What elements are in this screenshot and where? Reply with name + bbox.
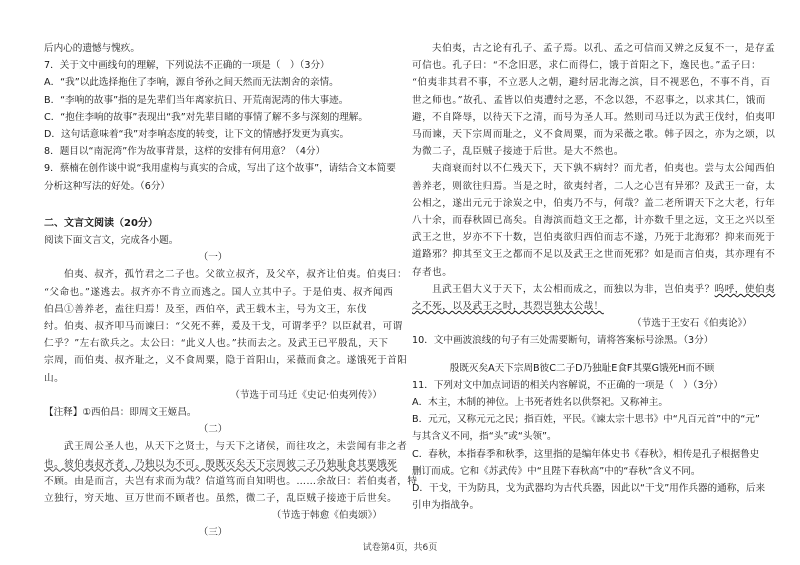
- passage-3-line: 八十余，而春秋固已高矣。自海滨而趋文王之都，计亦数千里之远，文王之兴以至: [412, 215, 776, 227]
- passage-1-line: 伯夷、叔齐，孤竹君之二子也。父欲立叔齐，及父卒，叔齐让伯夷。伯夷曰：: [64, 269, 408, 281]
- question-11-option-b: B．元元，又称元元之民；指百姓，平民。《谏太宗十思书》中“凡百元首”中的“元”: [412, 414, 760, 426]
- section-heading: 二、文言文阅读（20分）: [44, 217, 158, 229]
- question-7: 7．关于文中画线句的理解，下列说法不正确的一项是（ ）（3分）: [44, 60, 330, 72]
- passage-3-line: 夫伯夷，古之论有孔子、孟子焉。以孔、孟之可信而又辨之反复不一，是存孟: [432, 43, 776, 54]
- question-9-line-1: 9．蔡楠在创作谈中说“我用虚构与真实的合成，写出了这个故事”，请结合文本简要: [44, 163, 396, 175]
- question-10-answer-line: 殷既灭矣A天下宗周B彼C二子D乃独耻E食F其粟G饿死H而不顾: [449, 362, 715, 374]
- passage-2-line: 立独行，穷天地、亘万世而不顾者也。虽然，微二子，乱臣贼子接迹于后世矣。: [44, 493, 398, 505]
- passage-3-underlined-text: 呜呼，使伯夷: [714, 283, 776, 295]
- left-column: [44, 40, 418, 542]
- question-7-option-b: B．“李响的故事”指的是先辈们当年离家抗日、开荒南泥湾的伟大事迹。: [44, 94, 349, 106]
- passage-1-line: 山。: [44, 372, 65, 384]
- question-11-option-d: D．干戈，干为防具，戈为武器均为古代兵器，因此以“干戈”用作兵器的通称，后来: [412, 483, 766, 495]
- passage-1-line: 宗周，而伯夷、叔齐耻之，义不食周粟，隐于首阳山，采薇而食之。遂饿死于首阳: [44, 355, 408, 367]
- passage-3-source: （节选于王安石《伯夷论》）: [632, 318, 752, 330]
- passage-3-underlined-line: 之不死，以及武王之时，其烈岂独太公哉！: [412, 301, 604, 313]
- passage-3-line: “伯夷非其君不事，不立恶人之朝，避纣居北海之滨，目不视恶色，不事不肖，百: [412, 77, 771, 89]
- passage-3-line: 存者也。: [412, 266, 453, 278]
- reading-instructions: 阅读下面文言文，完成各小题。: [44, 235, 179, 247]
- question-11-option-d-cont: 引申为指战争。: [412, 500, 480, 512]
- passage-3-closing: [412, 281, 776, 298]
- passage-3-line: 马而谏，天下宗周而耻之，义不食周粟，而为采薇之歌。韩子因之，亦为之颂，以: [412, 129, 776, 141]
- left-line-1: 后内心的遗憾与愧疚。: [44, 43, 140, 54]
- passage-1-source: （节选于司马迁《史记·伯夷列传》）: [230, 389, 382, 401]
- question-8: 8．题目以“南泥湾”作为故事背景，这样的安排有何用意？（4分）: [44, 146, 326, 158]
- passage-3-heading: （三）: [198, 527, 228, 539]
- right-column: [412, 40, 776, 514]
- passage-1-line: 纣。伯夷、叔齐叩马而谏曰：“父死不葬，爰及干戈，可谓孝乎？以臣弑君，可谓: [44, 321, 403, 333]
- page-footer: 试卷第4页，共6页: [362, 543, 438, 553]
- question-9-line-2: 分析这种写法的好处。（6分）: [44, 180, 171, 192]
- passage-2-wavy-line: 也。彼伯夷叔齐者，乃独以为不可。殷既灭矣天下宗周彼二子乃独耻食其粟饿死: [44, 458, 398, 470]
- passage-3-line: 善养老，则欲往归焉。当是之时，欲夷纣者，二人之心岂有异邪？及武王一奋，太: [412, 180, 776, 192]
- passage-3-line: 可信也。孔子曰：“不念旧恶，求仁而得仁，饿于首阳之下，逸民也。”孟子曰：: [412, 60, 762, 72]
- passage-2-source: （节选于韩愈《伯夷颂》）: [271, 510, 382, 522]
- passage-1-note: 【注释】①西伯昌：即周文王姬昌。: [44, 407, 197, 419]
- passage-3-line: 避，不自降辱，以待天下之清，而号为圣人耳。然则司马迁以为武王伐纣，伯夷叩: [412, 111, 776, 123]
- passage-3-line: 道路邪？抑其至文王之都而不足以及武王之世而死邪？如是而言伯夷，其亦理有不: [412, 249, 776, 261]
- passage-2-line: 不顾。由是而言，夫岂有求而为哉？信道笃而自知明也。……余故曰：若伯夷者，特: [44, 475, 418, 487]
- question-11-option-c-cont: 删订而成。它和《苏武传》中“且陛下春秋高”中的“春秋”含义不同。: [412, 465, 701, 477]
- passage-3-line: 武王之世，岁亦不下十数，岂伯夷欲归西伯而志不遂，乃死于北海邪？抑来而死于: [412, 232, 776, 244]
- question-11: 11．下列对文中加点词语的相关内容解说，不正确的一项是（ ）（3分）: [412, 379, 723, 391]
- passage-1-line: “父命也。”遂逃去。叔齐亦不肯立而逃之。国人立其中子。于是伯夷、叔齐闻西: [44, 286, 394, 298]
- passage-3-line: 世之师也。”故孔、孟皆以伯夷遭纣之恶，不念以怨，不忍事之，以求其仁，饿而: [412, 94, 766, 106]
- passage-3-line: 为微二子，乱臣贼子接迹于后世。是大不然也。: [412, 146, 624, 158]
- question-11-option-c: C．春秋，本指春季和秋季，这里指的是编年体史书《春秋》，相传是孔子根据鲁史: [412, 448, 760, 460]
- passage-2-line: 武王周公圣人也，从天下之贤士，与天下之诸侯，而往攻之，未尝闻有非之者: [64, 441, 408, 453]
- question-7-option-d: D．这句话意味着“我”对李响态度的转变，让下文的情感抒发更为真实。: [44, 129, 350, 141]
- question-7-option-a: A．“我”以此选择拖住了李响，源自爷孙之间天然而无法割舍的亲情。: [44, 77, 339, 89]
- passage-1-heading: （一）: [198, 252, 228, 264]
- question-11-option-b-cont: 与其含义不同，指“头”或“头领”。: [412, 431, 557, 443]
- question-7-option-c: C．“抱住李响的故事”表现出“我”对先辈目睹的事情了解不多与深刻的理解。: [44, 111, 368, 123]
- question-10: 10．文中画波浪线的句子有三处需要断句，请将答案标号涂黑。（3分）: [412, 335, 714, 347]
- passage-1-line: 伯昌①善养老，盍往归焉！及至，西伯卒，武王载木主，号为文王，东伐: [44, 303, 367, 315]
- question-11-option-a: A．木主，木制的神位。上书死者姓名以供祭祀。又称神主。: [412, 397, 668, 409]
- passage-1-line: 仁乎？”左右欲兵之。太公曰：“此义人也。”扶而去之。及武王已平殷乱，天下: [44, 338, 389, 350]
- passage-3-line: 夫商衰而纣以不仁残天下，天下孰不病纣？而尤者，伯夷也。尝与太公闻西伯: [432, 163, 776, 175]
- passage-3-closing-text: 且武王倡大义于天下，太公相而成之，而独以为非，岂伯夷乎？: [432, 283, 715, 295]
- passage-2-heading: （二）: [198, 424, 228, 436]
- passage-3-line: 公相之，遂出元元于涂炭之中，伯夷乃不与，何哉？盖二老所谓天下之大老，行年: [412, 197, 776, 209]
